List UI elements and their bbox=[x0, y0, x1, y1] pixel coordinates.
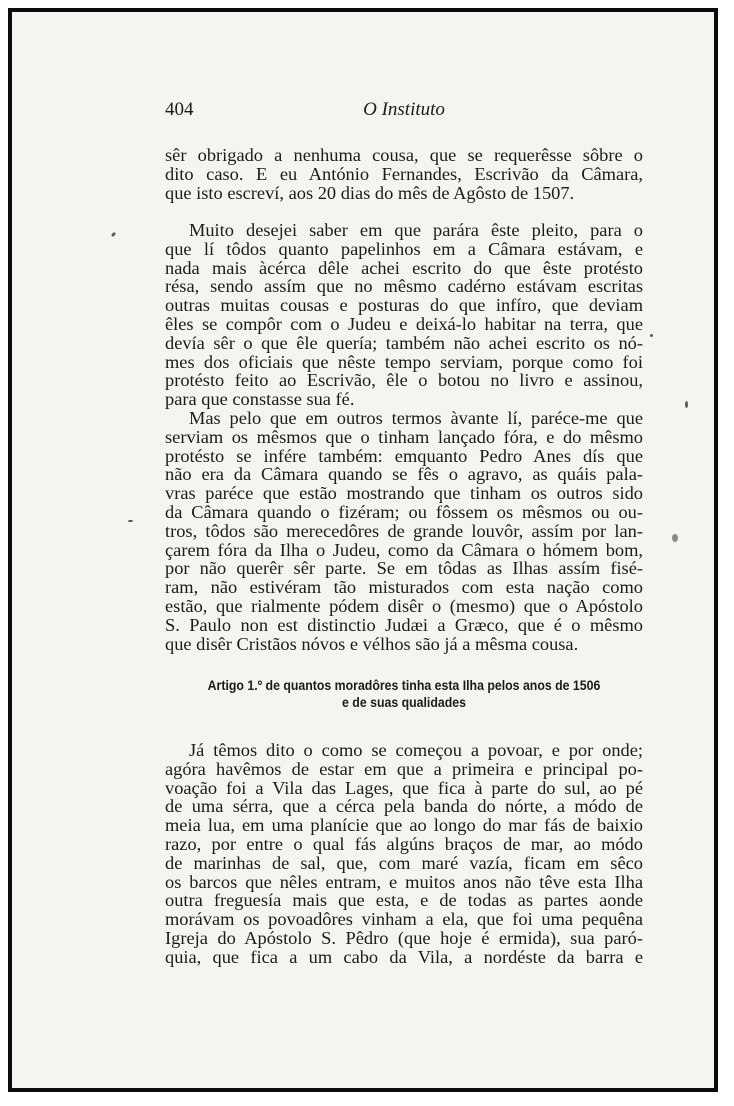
paper-speck bbox=[672, 534, 678, 542]
text-line: estão, que rialmente pódem disêr o (mesmo) que o Apóstolo bbox=[165, 595, 643, 616]
text-line: de marinhas de sal, que, com maré vazía, ficam em sêco bbox=[165, 852, 643, 873]
text-line: protésto feito ao Escrivão, êle o botou no livro e assinou, bbox=[165, 370, 643, 391]
page-number: 404 bbox=[165, 99, 194, 120]
running-title: O Instituto bbox=[363, 99, 445, 120]
text-line: dito caso. E eu António Fernandes, Escrivão da Câmara, bbox=[165, 163, 643, 184]
paper-speck bbox=[685, 401, 688, 408]
text-line: voação foi a Vila das Lages, que fica à parte do sul, ao pé bbox=[165, 777, 643, 798]
text-line: os barcos que nêles entram, e muitos anos não têve esta Ilha bbox=[165, 871, 643, 892]
text-line: morávam os povoadôres vinham a ela, que foi uma pequêna bbox=[165, 909, 643, 930]
text-line: çarem fóra da Ilha o Judeu, como da Câmara o hómem bom, bbox=[165, 539, 643, 560]
text-line: devía sêr o que êle quería; também não achei escrito os nó- bbox=[165, 332, 643, 353]
page-header bbox=[165, 99, 643, 123]
text-line: sêr obrigado a nenhuma cousa, que se requerêsse sôbre o bbox=[165, 145, 643, 165]
heading-line-1: Artigo 1.º de quantos moradôres tinha esta Ilha pelos anos de 1506 bbox=[207, 677, 601, 693]
paragraph-1 bbox=[165, 146, 643, 202]
text-line: agóra havêmos de estar em que a primeira e principal po- bbox=[165, 758, 643, 779]
paragraph-2 bbox=[165, 221, 643, 653]
text-line: Mas pelo que em outros termos àvante lí, paréce-me que bbox=[189, 407, 643, 428]
text-line: vras paréce que estão mostrando que tinham os outros sido bbox=[165, 483, 643, 504]
text-line: outra freguesía mais que esta, e de todas as partes aonde bbox=[165, 890, 643, 911]
text-line: que isto escreví, aos 20 dias do mês de Agôsto de 1507. bbox=[165, 182, 575, 203]
paper-speck bbox=[128, 520, 133, 522]
text-line: razo, por entre o qual fás algúns braços de mar, ao módo bbox=[165, 833, 643, 854]
text-line: résa, sendo assím que no mêsmo cadérno estávam escritas bbox=[165, 276, 643, 297]
text-line: protésto se infére também: emquanto Pedro Anes dís que bbox=[165, 445, 643, 466]
text-line: para que constasse sua fé. bbox=[165, 389, 355, 410]
text-line: outras muitas cousas e posturas do que infíro, que deviam bbox=[165, 295, 643, 316]
heading-line-2: e de suas qualidades bbox=[342, 694, 466, 710]
text-line: êles se compôr com o Judeu e deixá-lo habitar na terra, que bbox=[165, 313, 643, 334]
text-line: da Câmara quando o fizéram; ou fôssem os mêsmos ou ou- bbox=[165, 501, 643, 522]
text-line: não era da Câmara quando se fês o agravo, as quáis pala- bbox=[165, 464, 643, 485]
paragraph-4 bbox=[165, 741, 643, 967]
paper-speck bbox=[650, 334, 653, 337]
text-line: Igreja do Apóstolo S. Pêdro (que hoje é ermida), sua paró- bbox=[165, 927, 643, 948]
text-line: S. Paulo non est distinctio Judæi a Græco, que é o mêsmo bbox=[165, 614, 643, 635]
article-heading bbox=[194, 677, 615, 711]
text-line: ram, não estivéram tão misturados com esta nação como bbox=[165, 577, 643, 598]
text-line: meia lua, em uma planície que ao longo do mar fás de baixio bbox=[165, 815, 643, 836]
text-line: Muito desejei saber em que parára êste pleito, para o bbox=[189, 220, 643, 240]
text-line: por não querêr sêr parte. Se em tôdas as Ilhas assím fisé- bbox=[165, 558, 643, 579]
text-line: quia, que fica a um cabo da Vila, a nordéste da barra e bbox=[165, 946, 643, 967]
text-line: Já têmos dito o como se começou a povoar, e por onde; bbox=[189, 740, 643, 760]
text-line: que lí tôdos quanto papelinhos em a Câmara estávam, e bbox=[165, 238, 643, 259]
text-line: nada mais àcérca dêle achei escrito do que êste protésto bbox=[165, 257, 643, 278]
text-line: serviam os mêsmos que o tinham lançado fóra, e do mêsmo bbox=[165, 426, 643, 447]
text-line: tros, tôdos são merecedôres de grande louvôr, assím por lan- bbox=[165, 520, 643, 541]
text-line: que disêr Cristãos nóvos e vélhos são já a mêsma cousa. bbox=[165, 633, 579, 654]
text-line: de uma sérra, que a cérca pela banda do nórte, a módo de bbox=[165, 796, 643, 817]
text-line: mes dos oficiais que nêste tempo serviam, porque como foi bbox=[165, 351, 643, 372]
